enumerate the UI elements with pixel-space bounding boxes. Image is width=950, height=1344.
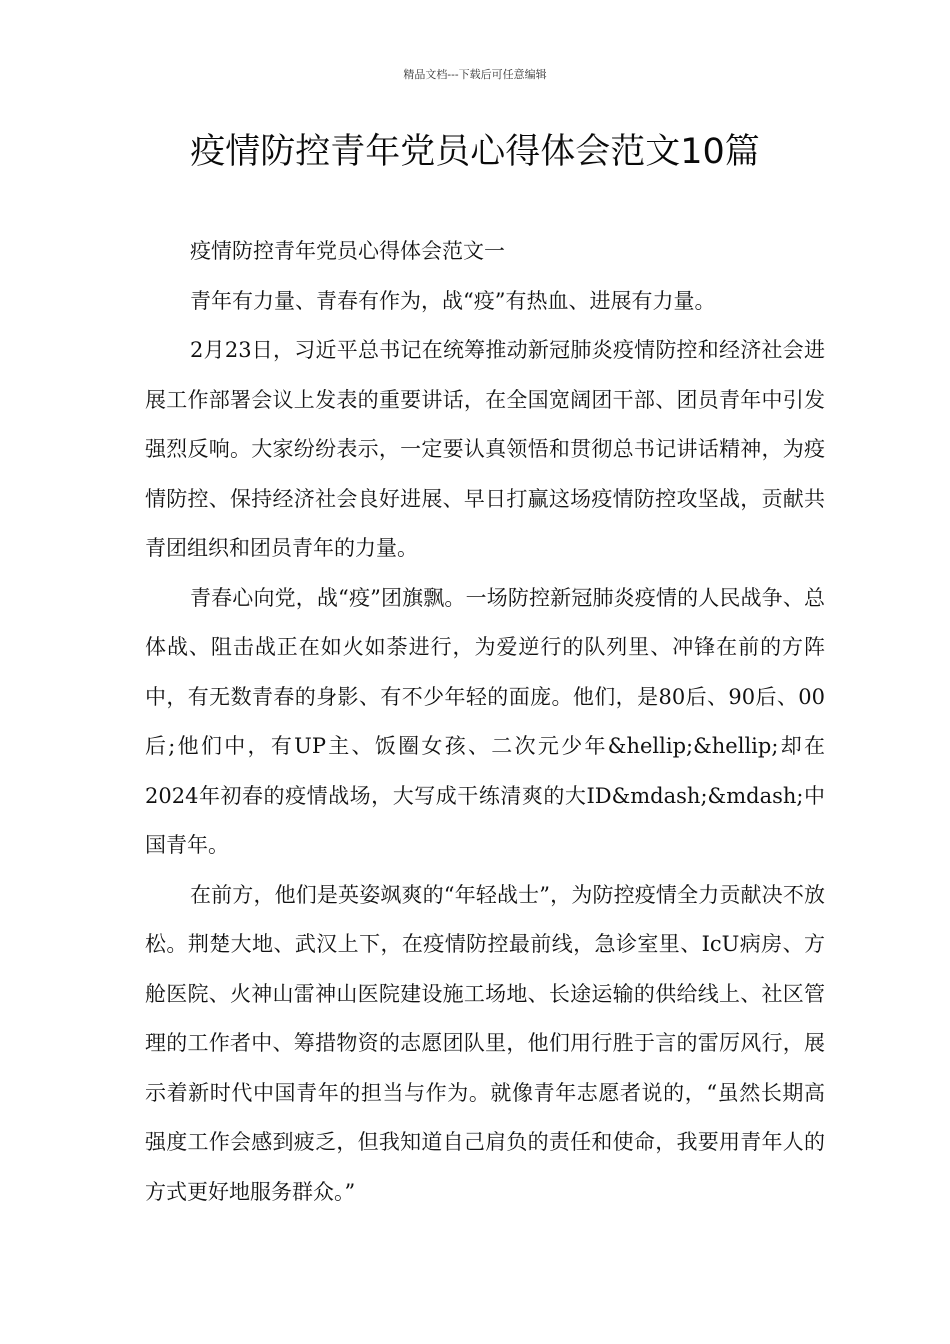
paragraph: 在前方，他们是英姿飒爽的“年轻战士”，为防控疫情全力贡献决不放松。荆楚大地、武汉上下，在疫情防控最前线，急诊室里、IcU病房、方舱医院、火神山雷神山医院建设施工场地、长途运输的供给线上、社区管理的工作者中、筹措物资的志愿团队里，他们用行胜于言的雷厉风行，展示着新时代中国青年的担当与作为。就像青年志愿者说的，“虽然长期高强度工作会感到疲乏，但我知道自己肩负的责任和使命，我要用青年人的方式更好地服务群众。” bbox=[145, 882, 825, 1204]
paragraph: 2月23日，习近平总书记在统筹推动新冠肺炎疫情防控和经济社会进展工作部署会议上发表的重要讲话，在全国宽阔团干部、团员青年中引发强烈反响。大家纷纷表示，一定要认真领悟和贯彻总书记讲话精神，为疫情防控、保持经济社会良好进展、早日打赢这场疫情防控攻坚战，贡献共青团组织和团员青年的力量。 bbox=[145, 338, 825, 560]
paragraph: 青年有力量、青春有作为，战“疫”有热血、进展有力量。 bbox=[190, 288, 716, 313]
header-note: 精品文档---下载后可任意编辑 bbox=[403, 68, 547, 81]
page-title: 疫情防控青年党员心得体会范文10篇 bbox=[190, 132, 760, 172]
paragraph: 青春心向党，战“疫”团旗飘。一场防控新冠肺炎疫情的人民战争、总体战、阻击战正在如火如荼进行，为爱逆行的队列里、冲锋在前的方阵中，有无数青春的身影、有不少年轻的面庞。他们，是80后、90后、00后;他们中，有UP主、饭圈女孩、二次元少年&hellip;&hellip;却在2024年初春的疫情战场，大写成干练清爽的大ID&mdash;&mdash;中国青年。 bbox=[145, 585, 825, 857]
paragraph-subtitle: 疫情防控青年党员心得体会范文一 bbox=[190, 239, 505, 263]
document-body bbox=[145, 227, 825, 1217]
